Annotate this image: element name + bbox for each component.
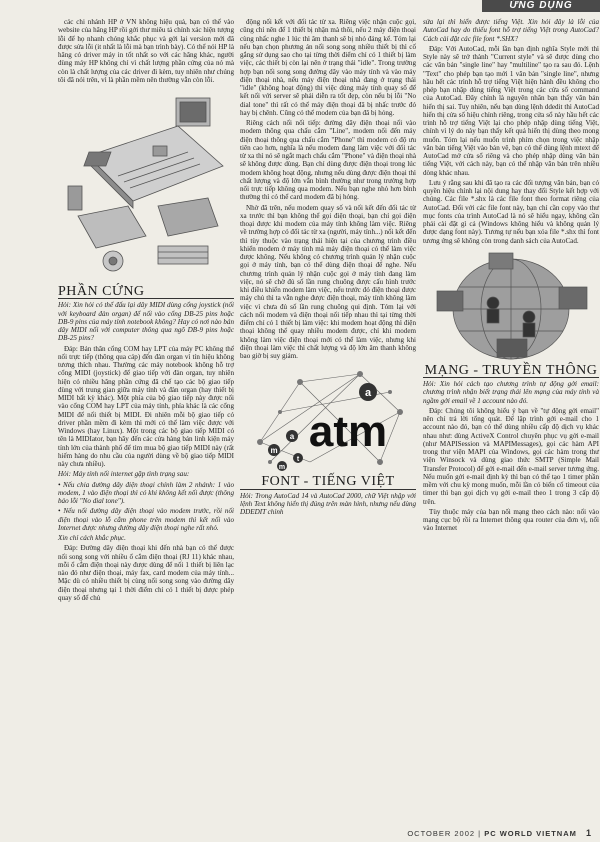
footer-brand: PC WORLD VIETNAM [484, 829, 577, 838]
answer-internet: Đáp: Đường dây điện thoại khi đến nhà bạn có thể được nối song song với nhiều ổ cắm điện thoại (RJ 11) khác nhau, mỗi ổ cắm điện thoại này được dùng để nối 1 thiết bị liên lạc nào đó như điện thoại, máy fax, card modem của máy tính... Mặc dù có nhiều thiết bị cùng nối song song vào đường dây điện thoại nhưng tại 1 thời điểm chỉ có 1 thiết bị được phép quay số để chủ [58, 544, 234, 602]
answer-internet-cont-2: Riêng cách nối nối tiếp: đường dây điện thoại nối vào modem thông qua chấu cắm "Line", modem nối đến máy điện thoại thông qua chấu cắm "Phone" thì modem có độ ưu tiên cao hơn, nghĩa là nếu modem đang làm việc với đối tác từ xa thì nó sẽ ngắt mạch chấu cắm "Phone" và điện thoại nhà sẽ không được dùng. Bạn chỉ dùng được điện thoại trong lúc modem không hoạt động, nhưng nếu dùng được điện thoại thì chất lượng và độ lớn vẫn bình thường như trong trường hợp nối trực tiếp không qua modem. Nếu bạn nghe nhỏ hơn bình thường thì có thể card modem đã bị hỏng. [240, 119, 416, 202]
ball-m1: m [270, 446, 278, 456]
atm-illustration [240, 362, 416, 474]
answer-internet-cont-1: động nối kết với đối tác từ xa. Riêng việc nhận cuộc gọi, cũng chỉ nên để 1 thiết bị nhận mà thôi, nếu 2 máy điện thoại cùng nhấc nghe 1 lúc thì âm thanh sẽ bị nhỏ đáng kể. Tóm lại nếu bạn chọn phương án nối song song nhiều thiết bị thì cố gắng sử dụng sao cho tại từng thời điểm chỉ có 1 thiết bị làm việc, các thiết bị còn lại nên ở trạng thái "idle". Trong trường hợp bạn nối song song đường dây vào máy tính và vào máy điện thoại nhà, nếu máy điện thoại nhà đang ở trạng thái "idle" (không hoạt động) thì việc dùng máy tính quay số để kết nối với server sẽ phải diễn ra tốt đẹp, còn nếu bị lỗi "No dial tone" thì rất có thể máy điện thoại đã bị nhấc trước đó hay bị chênh. Cũng có thể modem của bạn đã bị hỏng. [240, 18, 416, 117]
answer-autocad-2: Lưu ý rằng sau khi đã tạo ra các đối tượng văn bản, bạn có quyền hiệu chỉnh lại nội dung hay thay đổi Style kết hợp với chúng. Các file *.shx là các file font theo format riêng của AutoCad. Đối với các file font này, bạn chỉ cần copy vào thư mục fonts của trình AutoCad là nó sẽ hiểu ngay, không cần phải cài đặt gì cả (Windows không hiểu và không quản lý được dạng font này). Tương tự nếu bạn xóa file *.shx thì font tương ứng sẽ không còn trong danh sách của AutoCad. [423, 178, 599, 245]
ball-a2: a [289, 432, 295, 442]
answer-midi: Đáp: Bản thân cổng COM hay LPT của máy PC không thể nối trực tiếp (thông qua cáp) đến đàn organ vì tín hiệu không tương thích nhau. Thường các máy notebook không hỗ trợ cổng MIDI (joystick) để giao tiếp với đàn organ, tuy nhiên hiện có nhiều hãng phần cứng đã chế tạo các bộ giao tiếp dùng với trung gian giữa máy tính và đàn organ (hay thiết bị MIDI bất kỳ khác). Một phía của bộ giao tiếp này được nối vào cổng COM hay LPT của máy tính, phía khác là các cổng MIDI để nối thiết bị MIDI. Đi nhiên mỗi bộ giao tiếp có driver phần mềm đi kèm thì mới có thể làm việc được với Windows (hay Linux). Một trong các bộ giao tiếp MIDI có tên là MIDIator, bạn hãy đến các cửa hàng bán linh kiện máy tính lớn của thành phố để tìm mua bộ giao tiếp MIDI này (rất hiếm hàng do nhu cầu của người dùng về bộ giao tiếp MIDI này chưa nhiều). [58, 344, 234, 468]
column-3 [423, 18, 599, 535]
question-autocad: Hỏi: Trong AutoCad 14 và AutoCad 2000, chữ Việt nhập với lệnh Text không hiển thị đúng trên màn hình, nhưng nếu dùng DDEDIT chỉnh [240, 491, 416, 516]
column-2 [240, 18, 416, 518]
footer-date: OCTOBER 2002 [407, 829, 476, 838]
atm-network-icon [240, 362, 416, 474]
answer-internet-cont-3: Nhờ đã trên, nếu modem quay số và nối kết đến đối tác từ xa trước thì bạn không thể gọi điện thoại, bạn chỉ gọi điện thoại được khi modem của máy tính không làm việc. Riêng về trường hợp có đối tác từ xa (người, máy tính...) nối kết đến thì tùy thuộc vào trạng thái hiện tại của chương trình điều khiển modem ở máy tính mà máy điện thoại có thể làm việc được không. Nếu không có chương trình quản lý nhận cuộc gọi ở máy tính, bạn có thể dùng điện thoại để nghe. Nếu chương trình quản lý nhận cuộc gọi ở máy tính đang làm việc, nó sẽ chờ đủ số lần rung chuông được cấu hình trước khi điều khiển modem làm việc, nếu trước đó điện thoại được máy chủ thì ta vẫn nghe được điện thoại, máy tính không làm việc vì chưa đủ số lần rung chuông qui định. Tóm lại với cách nối modem và điện thoại nối tiếp nhau thì tại từng thời điểm chỉ có 1 thiết bị làm việc: khi modem hoạt động thì điện thoại không thể quay nhiều modem được, chỉ khi modem không làm việc điện thoại mới có thể làm việc, nhưng khi điện thoại làm việc thì chất lượng và độ lớn âm thanh không bao giờ bị suy giảm. [240, 203, 416, 360]
page-number: 1 [585, 828, 592, 838]
answer-email: Đáp: Chúng tôi không hiểu ý bạn về "tự động gởi email" nên chỉ trả lời tổng quát. Để lập trình gởi e-mail cho 1 account nào đó, bạn có thể dùng nhiều cấp độ dịch vụ khác nhau như: dùng ActiveX Control chuyên phục vụ gởi e-mail (như MAPISession và MAPIMessages), gọi các hàm API trong thư viện MAPI của Windows, gọi các hàm trong thư viện Winsock và dùng giao thức SMTP (Simple Mail Transfer Protocol) để gởi e-mail đến e-mail server tương ứng. Nếu muốn gởi e-mail định kỳ thì bạn có thể tạo 1 timer phần mềm với chu kỳ mong muốn, mỗi lần có biến cố timeout của timer thì bạn gọi dịch vụ gởi e-mail theo 1 trong 3 cấp độ trên. [423, 406, 599, 506]
question-email: Hỏi: Xin hỏi cách tạo chương trình tự động gởi email: chương trình nhận biết trạng thái lên mạng của máy tính và ngầm gởi email về 1 account nào đó. [423, 380, 599, 405]
ball-t: t [296, 456, 300, 464]
question-internet-bullet-2: • Nếu nối đường dây điện thoại vào modem trước, rồi nối điện thoại vào lỗ cắm phone trên modem thì kết nối vào Internet được nhưng đường dây điện thoại nghe rất nhỏ. [58, 507, 234, 532]
heading-networking: MẠNG - TRUYỀN THÔNG [424, 362, 598, 378]
question-internet: Hỏi: Máy tính nối internet gặp tình trạng sau: [58, 470, 190, 479]
question-midi: Hỏi: Xin hỏi có thể đấu lại dây MIDI dùng cổng joystick (nối với keyboard đàn organ) để nối vào cổng DB-25 pins hoặc DB-9 pins của máy tính notebook không? Hay có nơi nào bán dây MIDI nối với computer thông qua ngõ DB-9 pins hoặc DB-25 pins? [58, 301, 234, 343]
question-autocad-cont: sửa lại thì hiển được tiếng Việt. Xin hỏi đây là lỗi của AutoCad hay do thiếu font hỗ trợ tiếng Việt trong AutoCad? Cách cài đặt các file font *.SHX? [423, 18, 599, 43]
ball-m2: m [278, 464, 286, 472]
question-internet-close: Xin chỉ cách khắc phục. [58, 534, 126, 542]
hardware-illustration [58, 86, 234, 284]
heading-hardware: PHẦN CỨNG [58, 288, 234, 299]
motherboard-icon [58, 86, 234, 284]
globe-network-icon [423, 247, 599, 363]
heading-font-vietnamese: FONT - TIẾNG VIỆT [240, 478, 416, 489]
answer-email-2: Tùy thuộc máy của bạn nối mạng theo cách nào: nối vào mạng cục bộ rồi ra Internet thông qua router của đơn vị, nối vào Internet [423, 507, 599, 533]
page-footer: OCTOBER 2002 | PC WORLD VIETNAM 1 [407, 828, 592, 838]
ball-a: a [364, 387, 372, 400]
section-tab: ỨNG DỤNG [482, 0, 600, 12]
atm-wordmark: atm [308, 407, 388, 457]
answer-autocad: Đáp: Với AutoCad, mỗi lần bạn định nghĩa Style mới thì Style này sẽ trở thành "Current style" và sẽ được dùng cho các văn bản "single line" hay "multiline" tạo ra sau đó. Lệnh "Text" cho phép bạn tạo mới 1 văn bản "single line", nhưng hầu hết các trình hỗ trợ tiếng Việt hiện hành đều không cho phép bạn nhập dùng tiếng Việt trong các cửa sổ command của AutoCad. Đây chính là nguyên nhân bạn thấy văn bản hiển thị sai. Tuy nhiên, nếu bạn dùng lệnh ddedit thì AutoCad hiển thị cửa sổ hiệu chỉnh riêng, trong cửa sổ này hầu hết các trình hỗ trợ tiếng Việt lại cho phép nhập dùng tiếng Việt, chính vì lý do này bạn thấy kết quả hiển thị dùng theo mong muốn. Tóm lại nếu muốn trình phím chọn trong việc nhập văn bản tiếng Việt vào bản vẽ, bạn có thể dùng lệnh mtext để AutoCad mở cửa sổ riêng và cho phép nhập dùng văn bản tiếng Việt, với cách này, bạn có thể nhập văn bản trên nhiều dòng khác nhau. [423, 44, 599, 177]
intro-paragraph: các chi nhánh HP ở VN không hiệu quả, bạn có thể vào website của hãng HP rồi gởi thư miêu tả chính xác hiện tượng lỗi để họ nhanh chóng khắc phục và gởi lại version mới đã được sửa lỗi (it nhất là lỗi mà bạn trình bày). Có thể nói HP là hãng có driver máy in tốt nhất so với các hãng khác, người dùng máy HP không chỉ vì chất lượng phần cứng của nó mà còn là chất lượng của các driver đi kèm, tuy nhiên như chúng tôi đã nói trên, vì là phần mềm nên thường vẫn còn lỗi. [58, 18, 234, 84]
network-illustration [423, 247, 599, 363]
column-1 [58, 18, 234, 604]
question-internet-bullet-1: • Nếu chia đường dây điện thoại chính làm 2 nhánh: 1 vào modem, 1 vào điện thoại thì có khi không kết nối được (thông báo lỗi "No dial tone"). [58, 480, 234, 505]
